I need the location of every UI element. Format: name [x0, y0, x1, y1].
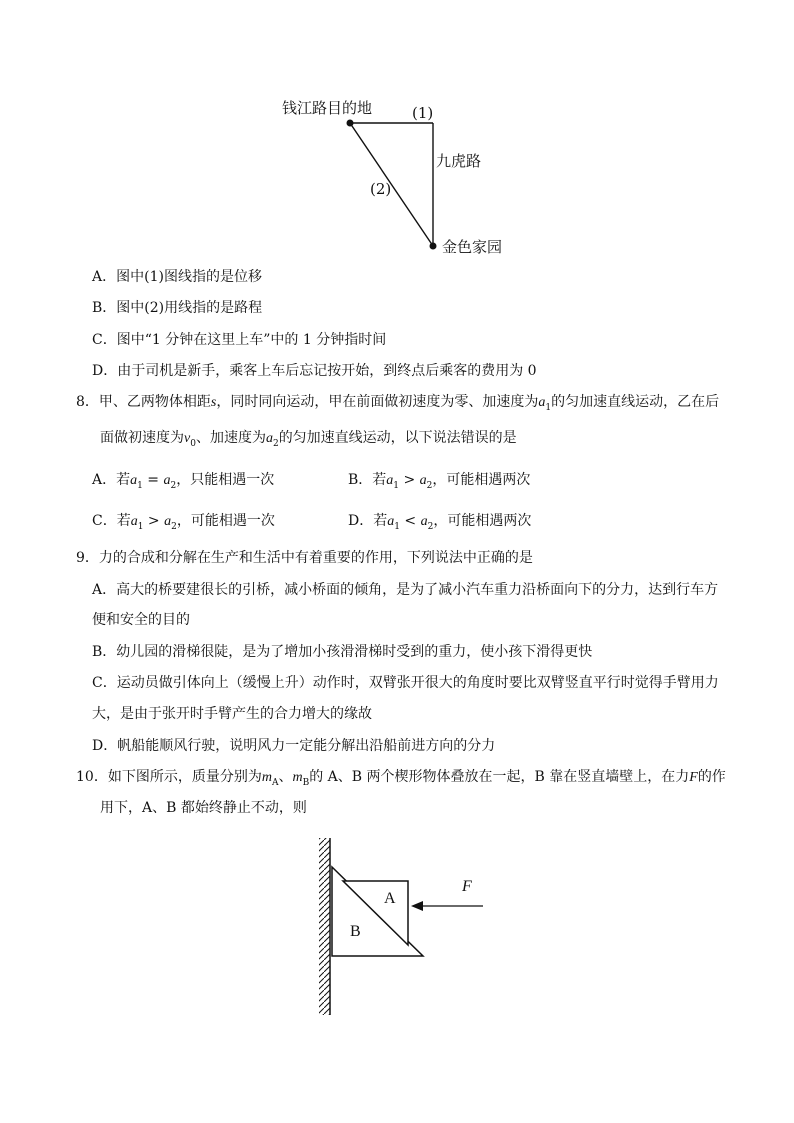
- q9-option-d: D．帆船能顺风行驶，说明风力一定能分解出沿船前进方向的分力: [92, 738, 496, 754]
- road-label: 九虎路: [436, 152, 482, 170]
- q9-option-c-line1: C．运动员做引体向上（缓慢上升）动作时，双臂张开很大的角度时要比双臂竖直平行时觉得手臂用力: [92, 675, 719, 691]
- q8-option-d: D．若$a_1 < a_2$，可能相遇两次: [348, 513, 532, 532]
- q8-option-b: B．若$a_1 > a_2$，可能相遇两次: [348, 472, 531, 491]
- q8-stem-line1: 8．甲、乙两物体相距s，同时同向运动，甲在前面做初速度为零、加速度为$a_1$的匀加速直线运动，乙在后: [76, 394, 720, 413]
- q7-option-c: C．图中“1 分钟在这里上车”中的 1 分钟指时间: [92, 332, 387, 348]
- destination-label: 钱江路目的地: [282, 99, 373, 117]
- force-arrow-head: [411, 901, 423, 911]
- wedge-b-label: B: [350, 923, 361, 940]
- q10-stem-line2: 用下，A、B 都始终静止不动，则: [100, 800, 307, 816]
- q9-option-a-line1: A．高大的桥要建很长的引桥，减小桥面的倾角，是为了减小汽车重力沿桥面向下的分力，达到行车方: [92, 582, 719, 598]
- q8-option-c: C．若$a_1 > a_2$，可能相遇一次: [92, 513, 275, 532]
- q8-option-a: A．若$a_1 = a_2$，只能相遇一次: [92, 472, 275, 491]
- wall-hatching: [319, 838, 330, 1015]
- q7-option-b: B．图中(2)用线指的是路程: [92, 300, 263, 316]
- q7-option-d: D．由于司机是新手，乘客上车后忘记按开始，到终点后乘客的费用为 0: [92, 363, 537, 379]
- force-f-label: F: [462, 878, 472, 895]
- q9-option-b: B．幼儿园的滑梯很陡，是为了增加小孩滑滑梯时受到的重力，使小孩下滑得更快: [92, 644, 593, 660]
- q10-stem-line1: 10．如下图所示，质量分别为$m_A$、$m_B$的 A、B 两个楔形物体叠放在一起，B 靠在竖直墙壁上，在力F的作: [76, 769, 726, 788]
- q7-option-a: A．图中(1)图线指的是位移: [92, 269, 262, 285]
- path-1-label: (1): [412, 104, 434, 122]
- wedge-a-label: A: [384, 890, 396, 907]
- q9-option-a-line2: 便和安全的目的: [92, 612, 190, 628]
- path-2-label: (2): [370, 180, 392, 198]
- q8-stem-line2: 面做初速度为$v_0$、加速度为$a_2$的匀加速直线运动，以下说法错误的是: [100, 430, 517, 449]
- home-label: 金色家园: [442, 238, 503, 256]
- q9-option-c-line2: 大，是由于张开时手臂产生的合力增大的缘故: [92, 706, 372, 722]
- q9-stem: 9．力的合成和分解在生产和生活中有着重要的作用，下列说法中正确的是: [76, 550, 533, 566]
